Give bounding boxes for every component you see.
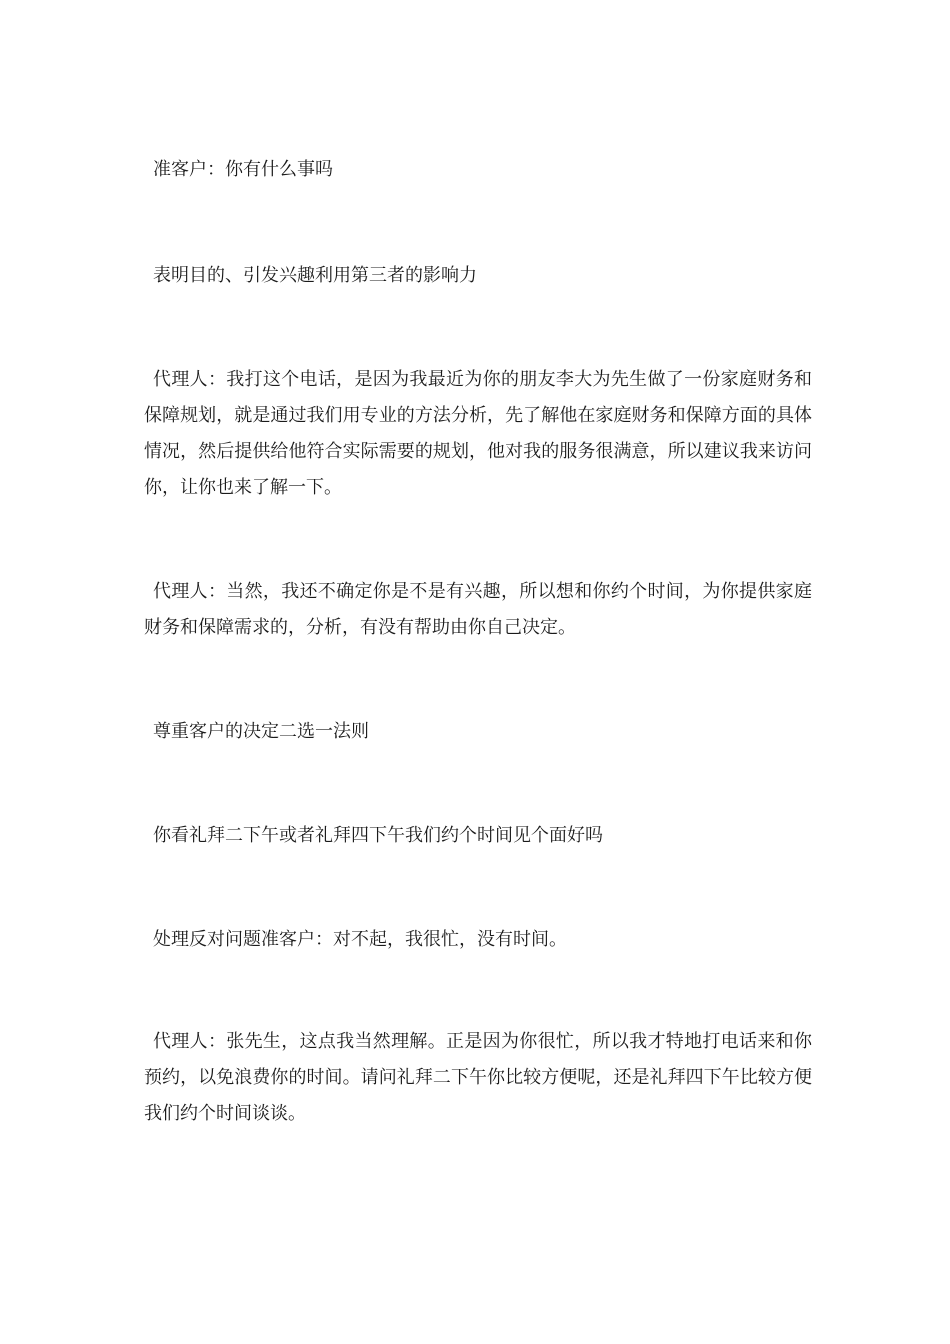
paragraph-agent-referral: 代理人：我打这个电话，是因为我最近为你的朋友李大为先生做了一份家庭财务和保障规划，就是通过我们用专业的方法分析，先了解他在家庭财务和保障方面的具体情况，然后提供给他符合实际需要的规划，他对我的服务很满意，所以建议我来访问你，让你也来了解一下。 (144, 369, 812, 498)
paragraph-heading-purpose: 表明目的、引发兴趣利用第三者的影响力 (153, 265, 477, 286)
paragraph-agent-appointment: 代理人：当然，我还不确定你是不是有兴趣，所以想和你约个时间，为你提供家庭财务和保障需求的，分析，有没有帮助由你自己决定。 (144, 581, 812, 638)
paragraph-prospect-question: 准客户：你有什么事吗 (153, 159, 333, 180)
paragraph-objection: 处理反对问题准客户：对不起，我很忙，没有时间。 (153, 929, 567, 950)
paragraph-agent-response: 代理人：张先生，这点我当然理解。正是因为你很忙，所以我才特地打电话来和你预约，以免浪费你的时间。请问礼拜二下午你比较方便呢，还是礼拜四下午比较方便我们约个时间谈谈。 (144, 1031, 812, 1124)
paragraph-choice-question: 你看礼拜二下午或者礼拜四下午我们约个时间见个面好吗 (153, 825, 603, 846)
paragraph-heading-choice-rule: 尊重客户的决定二选一法则 (153, 721, 369, 742)
